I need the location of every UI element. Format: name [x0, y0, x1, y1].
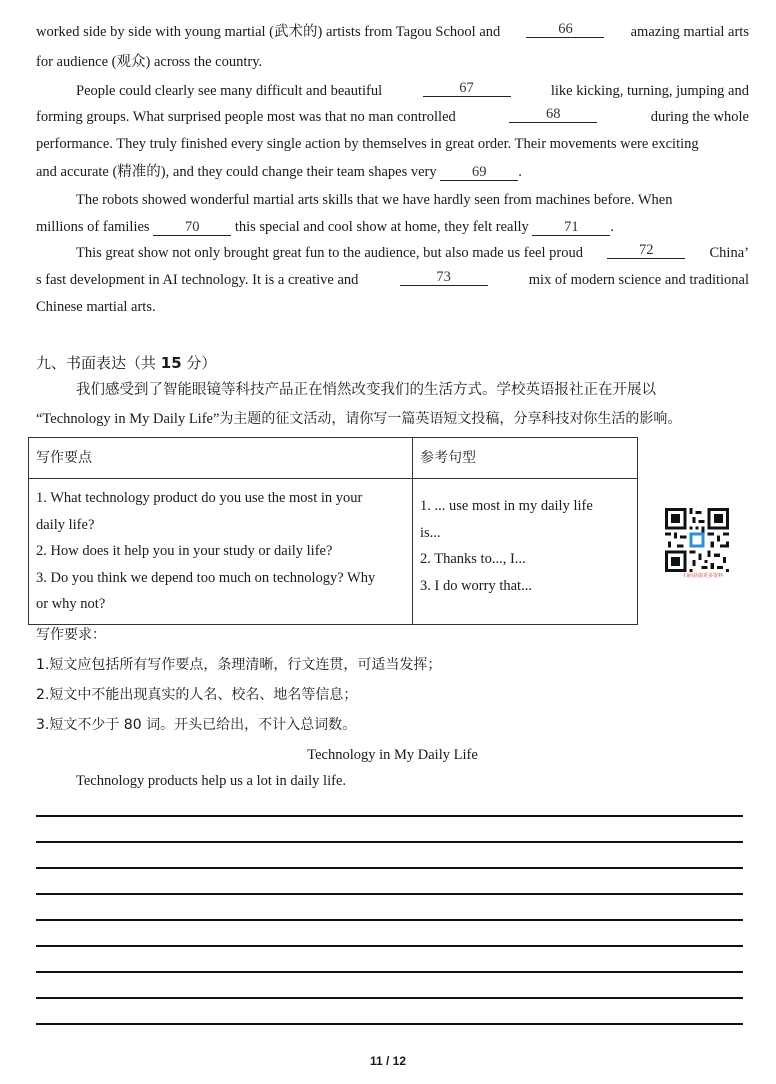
- section-title-suffix: 分）: [181, 354, 217, 372]
- essay-opening: Technology products help us a lot in daily life.: [76, 773, 346, 789]
- passage-line-5: [36, 134, 749, 154]
- pattern-item: is...: [420, 524, 441, 541]
- passage-text: performance. They truly finished every single action by themselves in great order. Their movements were exciting: [36, 136, 699, 152]
- pattern-item: 1. ... use most in my daily life: [420, 498, 593, 514]
- blank-72: 72: [607, 243, 685, 259]
- section-intro-1: [36, 380, 749, 400]
- writing-line[interactable]: [36, 867, 743, 869]
- pattern-item: 2. Thanks to..., I...: [420, 551, 526, 567]
- writing-point: or why not?: [36, 596, 106, 612]
- passage-text: China’: [709, 245, 749, 261]
- writing-point: 1. What technology product do you use the most in your: [36, 490, 363, 506]
- passage-text: This great show not only brought great fun to the audience, but also made us feel proud: [76, 245, 583, 261]
- blank-70: 70: [153, 220, 231, 236]
- writing-line[interactable]: [36, 893, 743, 895]
- writing-line[interactable]: [36, 997, 743, 999]
- section-score: 15: [160, 354, 182, 372]
- intro-text: 我们感受到了智能眼镜等科技产品正在悄然改变我们的生活方式。学校英语报社正在开展以: [76, 382, 656, 398]
- passage-text: People could clearly see many difficult and beautiful: [76, 83, 383, 99]
- passage-line-2: [36, 52, 749, 72]
- passage-line-10: [36, 270, 749, 290]
- blank-73: 73: [400, 270, 488, 286]
- requirement-item: 2.短文中不能出现真实的人名、校名、地名等信息；: [36, 687, 358, 703]
- blank-66: 66: [526, 22, 604, 38]
- passage-line-9: [36, 243, 749, 263]
- passage-text: .: [610, 219, 615, 235]
- writing-points-cell: [29, 479, 413, 625]
- passage-text: Chinese martial arts.: [36, 299, 156, 315]
- passage-line-4: [36, 107, 749, 127]
- table-header-patterns: 参考句型: [413, 438, 638, 479]
- blank-71: 71: [532, 220, 610, 236]
- writing-line[interactable]: [36, 919, 743, 921]
- passage-text: millions of families: [36, 219, 150, 235]
- section-intro-2: [36, 409, 749, 429]
- writing-line[interactable]: [36, 841, 743, 843]
- essay-title: Technology in My Daily Life: [307, 747, 478, 763]
- writing-line[interactable]: [36, 815, 743, 817]
- passage-text: like kicking, turning, jumping and: [550, 83, 749, 99]
- blank-67: 67: [423, 81, 511, 97]
- qr-code: [665, 508, 729, 572]
- passage-line-6: [36, 162, 749, 182]
- requirement-item: 1.短文应包括所有写作要点，条理清晰，行文连贯，可适当发挥；: [36, 657, 442, 673]
- passage-text: and accurate (精准的), and they could change their team shapes very: [36, 164, 437, 180]
- section-title: [36, 352, 216, 373]
- requirements-title: 写作要求：: [36, 627, 106, 643]
- writing-point: 2. How does it help you in your study or daily life?: [36, 543, 333, 559]
- pattern-item: 3. I do worry that...: [420, 577, 532, 594]
- passage-text: this special and cool show at home, they felt really: [234, 219, 529, 235]
- passage-text: for audience (观众) across the country.: [36, 54, 263, 70]
- intro-theme: “Technology in My Daily Life”: [36, 411, 220, 427]
- writing-points-table: [28, 437, 638, 625]
- passage-text: s fast development in AI technology. It is a creative and: [36, 272, 359, 288]
- page-number: 11 / 12: [369, 1054, 407, 1068]
- qr-caption: 扫码获取更多资料: [682, 573, 723, 579]
- blank-69: 69: [440, 165, 518, 181]
- passage-text: during the whole: [650, 109, 749, 125]
- passage-text: The robots showed wonderful martial arts skills that we have hardly seen from machines before. When: [76, 192, 673, 208]
- writing-point: 3. Do you think we depend too much on technology? Why: [36, 569, 376, 586]
- passage-line-3: [36, 81, 749, 101]
- passage-text: mix of modern science and traditional: [528, 272, 749, 288]
- passage-text: amazing martial arts: [630, 24, 749, 40]
- passage-line-8: [36, 217, 749, 237]
- writing-point: daily life?: [36, 516, 95, 533]
- table-header-points: 写作要点: [29, 438, 413, 479]
- blank-68: 68: [509, 107, 597, 123]
- passage-text: .: [518, 164, 522, 180]
- passage-line-7: [36, 190, 749, 210]
- writing-line[interactable]: [36, 971, 743, 973]
- passage-line-1: [36, 22, 749, 42]
- patterns-cell: [413, 479, 638, 625]
- passage-text: worked side by side with young martial (武术的) artists from Tagou School and: [36, 24, 501, 40]
- passage-line-11: [36, 297, 749, 317]
- intro-text: 为主题的征文活动，请你写一篇英语短文投稿，分享科技对你生活的影响。: [219, 411, 682, 427]
- section-title-prefix: 九、书面表达（共: [36, 354, 161, 372]
- passage-text: forming groups. What surprised people most was that no man controlled: [36, 109, 456, 125]
- requirement-item: 3.短文不少于 80 词。开头已给出，不计入总词数。: [36, 717, 357, 733]
- writing-line[interactable]: [36, 945, 743, 947]
- writing-line[interactable]: [36, 1023, 743, 1025]
